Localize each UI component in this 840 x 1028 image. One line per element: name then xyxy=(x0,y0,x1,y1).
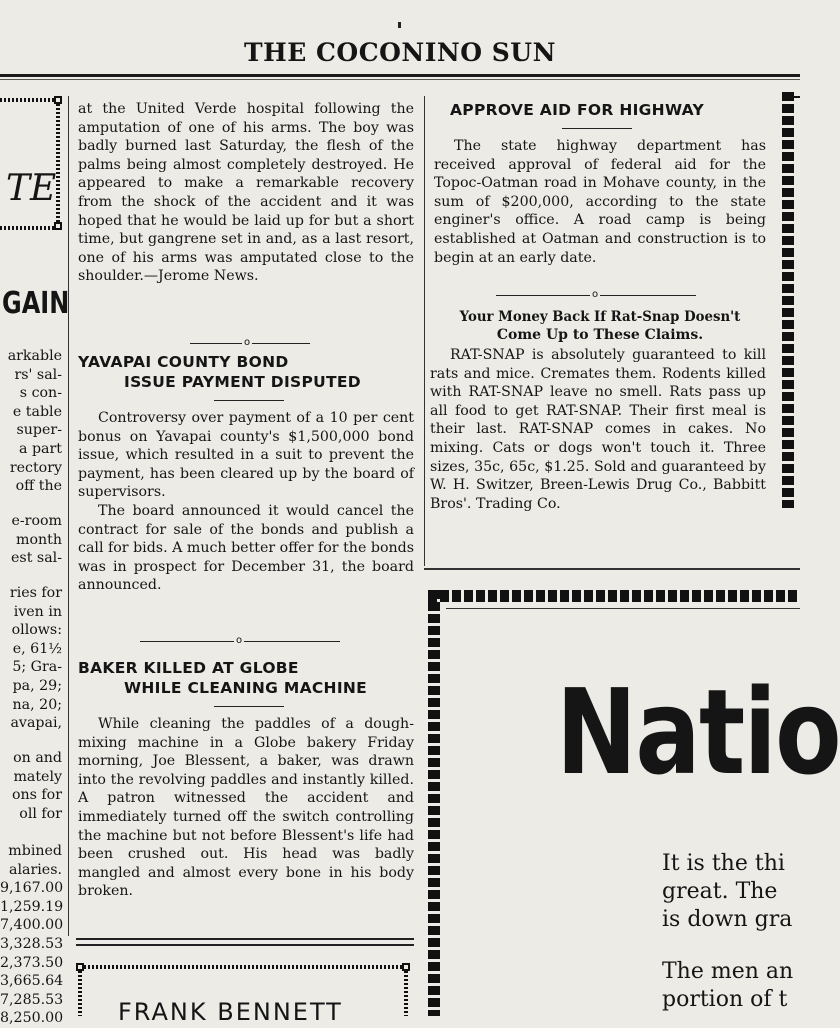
separator-1: o xyxy=(190,338,310,344)
masthead-title: THE COCONINO SUN xyxy=(244,38,556,67)
article-highway xyxy=(434,100,770,267)
article-hospital xyxy=(78,100,414,286)
left-text-fragment-e: mbined alaries. 9,167.00 1,259.19 7,400.00 3,328.53 2,373.50 3,665.64 7,285.53 8,250.00 xyxy=(0,843,64,1027)
rule-bottom-1 xyxy=(76,938,414,940)
baker-paragraph-1: While cleaning the paddles of a dough-mixing machine in a Globe bakery Friday morning, Joe Blessent, a baker, was drawn into the revolving paddles and instantly killed. A patron witnessed the accident and immediately turned off the switch controlling the machine but not before Blessent's life had been crushed out. His head was badly mangled and almost every bone in his body broken. xyxy=(78,716,414,900)
right-ad-border-top xyxy=(788,96,800,98)
left-text-fragment-c: ries for iven in ollows: e, 61½ 5; Gra- pa, 29; na, 20; avapai, xyxy=(9,585,62,732)
nation-ad-line-2: great. The xyxy=(662,879,778,904)
nation-ad-border-top xyxy=(428,590,800,602)
highway-paragraph: The state highway department has received approval of federal aid for the Topoc-Oatman road in Mohave county, in the sum of $200,000, according to the state enginer's office. A road camp is being established at Oatman and construction is to begin at an early date. xyxy=(434,138,766,266)
nation-ad-inner-rule xyxy=(446,608,800,609)
rule-above-ad xyxy=(424,568,800,570)
masthead-rule xyxy=(0,74,800,77)
bennett-ad-border-top xyxy=(84,965,402,969)
baker-headline-1: BAKER KILLED AT GLOBE xyxy=(78,659,299,677)
column-rule-right xyxy=(424,96,425,566)
bennett-ad-corner-left xyxy=(76,963,84,971)
separator-2: o xyxy=(140,636,340,642)
ratsnap-headline-2: Come Up to These Claims. xyxy=(496,327,704,343)
bond-paragraph-2: The board announced it would cancel the contract for sale of the bonds and publish a call for bids. A much better offer for the bonds was in prospect for December 31, the board announced. xyxy=(78,502,414,594)
hospital-paragraph: at the United Verde hospital following the amputation of one of his arms. The boy was badly burned last Saturday, the flesh of the palms being almost completely destroyed. He appeared to make a remarkable recovery from the shock of the accident and it was hoped that he would be laid up for but a short time, but gangrene set in and, as a last resort, one of his arms was amputated close to the shoulder.—Jerome News. xyxy=(78,101,414,285)
rule-bottom-2 xyxy=(76,944,414,946)
bennett-ad-corner-right xyxy=(402,963,410,971)
right-ad-border-side xyxy=(782,92,794,508)
left-ad-border-bottom xyxy=(0,226,58,230)
article-baker xyxy=(78,658,418,901)
bennett-ad-border-left xyxy=(78,971,82,1016)
ratsnap-headline-1: Your Money Back If Rat-Snap Doesn't xyxy=(459,309,741,325)
bond-headline-2: ISSUE PAYMENT DISPUTED xyxy=(124,373,361,391)
left-headline-fragment: GAIN xyxy=(2,286,70,321)
print-mark xyxy=(398,22,401,28)
nation-ad-line-5: portion of t xyxy=(662,987,788,1012)
nation-ad-headline: Natio xyxy=(556,663,840,801)
article-ratsnap xyxy=(430,308,770,513)
bond-headline-1: YAVAPAI COUNTY BOND xyxy=(78,353,289,371)
left-text-fragment-b: e-room month est sal- xyxy=(11,513,62,567)
baker-headline-2: WHILE CLEANING MACHINE xyxy=(124,679,368,697)
nation-ad-line-3: is down gra xyxy=(662,907,793,932)
ratsnap-paragraph: RAT-SNAP is absolutely guaranteed to kill rats and mice. Cremates them. Rodents killed with RAT-SNAP leave no smell. Rats pass up all food to get RAT-SNAP. Their first meal is their last. RAT-SNAP comes in cakes. No mixing. Cats or dogs won't touch it. Three sizes, 35c, 65c, $1.25. Sold and guaranteed by W. H. Switzer, Breen-Lewis Drug Co., Babbitt Bros'. Trading Co. xyxy=(430,347,766,512)
left-ad-border-side xyxy=(56,104,60,222)
column-rule-left xyxy=(68,96,69,936)
highway-headline: APPROVE AID FOR HIGHWAY xyxy=(450,101,704,119)
bond-paragraph-1: Controversy over payment of a 10 per cent bonus on Yavapai county's $1,500,000 bond issue, which resulted in a suit to prevent the payment, has been cleared up by the board of supervisors. xyxy=(78,410,414,501)
masthead-rule-thin xyxy=(0,79,800,80)
bennett-ad-border-right xyxy=(404,971,408,1016)
left-text-fragment-a: arkable rs' sal- s con- e table super- a part rectory off the xyxy=(7,348,62,495)
nation-ad-line-4: The men an xyxy=(662,959,794,984)
left-ad-corner-bottom xyxy=(54,222,62,230)
separator-3: o xyxy=(496,290,696,296)
left-text-fragment-d: on and mately ons for oll for xyxy=(11,750,62,822)
article-bond xyxy=(78,352,418,595)
left-ad-fragment: TE xyxy=(6,168,57,209)
left-ad-corner-top xyxy=(54,96,62,104)
bennett-ad-title: FRANK BENNETT xyxy=(118,998,343,1026)
nation-ad-border-left xyxy=(428,590,440,1016)
nation-ad-line-1: It is the thi xyxy=(662,851,785,876)
